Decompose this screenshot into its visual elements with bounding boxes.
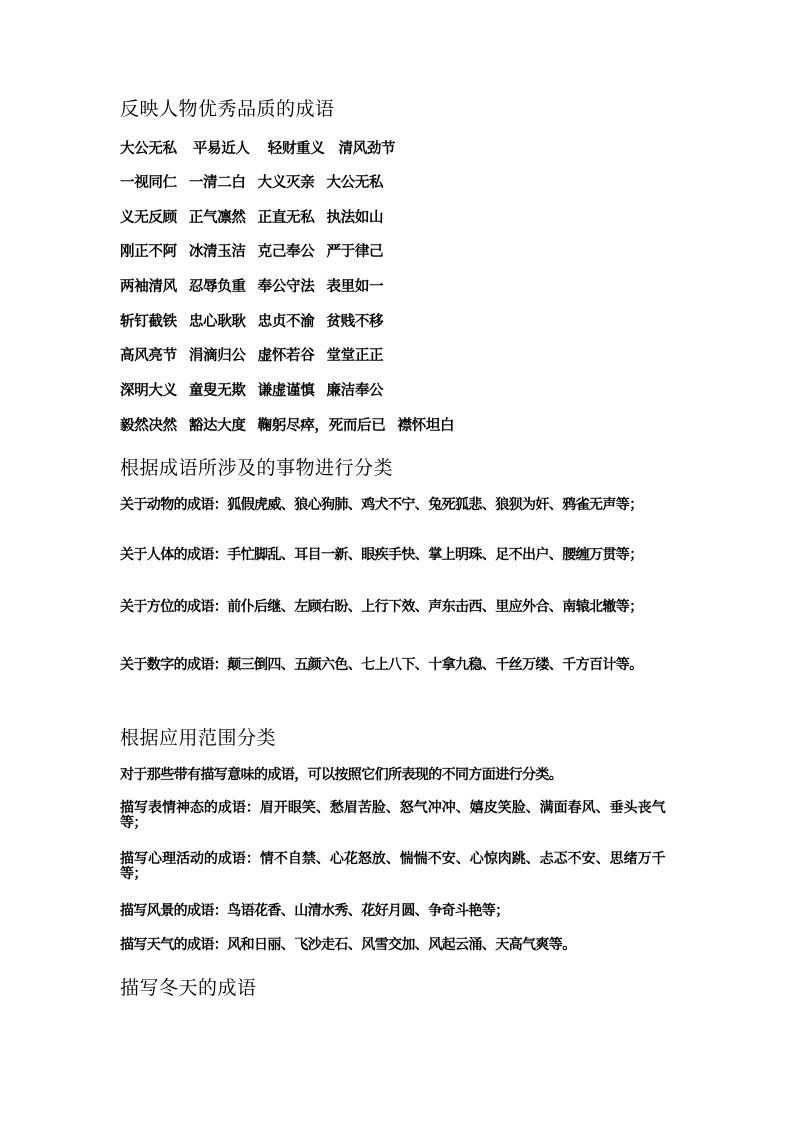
idiom-row	[120, 174, 395, 192]
idiom: 清风劲节	[338, 141, 396, 157]
idiom: 义无反顾	[120, 210, 177, 226]
idiom-row	[120, 313, 395, 331]
idiom: 廉洁奉公	[326, 383, 384, 399]
idiom: 一清二白	[188, 175, 246, 191]
idiom-row	[120, 140, 407, 158]
idiom: 谦虚谨慎	[257, 383, 315, 399]
section-heading-virtues: 反映人物优秀品质的成语	[120, 98, 335, 120]
idiom: 高风亮节	[120, 348, 177, 364]
paragraph-psychology: 描写心理活动的成语：情不自禁、心花怒放、惴惴不安、心惊肉跳、忐忑不安、思绪万千等；	[120, 851, 665, 882]
paragraph-weather: 描写天气的成语：风和日丽、飞沙走石、风雪交加、风起云涌、天高气爽等。	[120, 937, 576, 953]
idiom: 大公无私	[326, 175, 384, 191]
section-heading-by-subject: 根据成语所涉及的事物进行分类	[120, 457, 394, 479]
idiom: 奉公守法	[257, 279, 315, 295]
idiom: 童叟无欺	[188, 383, 246, 399]
idiom: 忠心耿耿	[188, 314, 246, 330]
idiom: 轻财重义	[267, 141, 325, 157]
idiom-row	[120, 382, 395, 400]
idiom: 两袖清风	[120, 279, 177, 295]
idiom: 鞠躬尽瘁，死而后已	[257, 418, 386, 434]
idiom: 大公无私	[120, 141, 177, 157]
idiom: 冰清玉洁	[188, 244, 246, 260]
section-heading-winter: 描写冬天的成语	[120, 977, 257, 999]
idiom: 斩钉截铁	[120, 314, 177, 330]
paragraph-intro: 对于那些带有描写意味的成语，可以按照它们所表现的不同方面进行分类。	[120, 767, 563, 783]
idiom: 严于律己	[326, 244, 384, 260]
idiom: 豁达大度	[188, 418, 246, 434]
idiom-row	[120, 417, 466, 435]
idiom: 表里如一	[326, 279, 384, 295]
idiom: 忍辱负重	[188, 279, 246, 295]
idiom: 刚正不阿	[120, 244, 177, 260]
paragraph-body: 关于人体的成语：手忙脚乱、耳目一新、眼疾手快、掌上明珠、足不出户、腰缠万贯等；	[120, 547, 643, 563]
idiom: 毅然决然	[120, 418, 177, 434]
idiom: 深明大义	[120, 383, 177, 399]
idiom: 执法如山	[326, 210, 384, 226]
idiom: 正气凛然	[188, 210, 246, 226]
idiom: 贫贱不移	[326, 314, 384, 330]
idiom-row	[120, 278, 395, 296]
idiom: 襟怀坦白	[397, 418, 455, 434]
idiom: 虚怀若谷	[257, 348, 315, 364]
idiom: 堂堂正正	[326, 348, 384, 364]
paragraph-numbers: 关于数字的成语：颠三倒四、五颜六色、七上八下、十拿九稳、千丝万缕、千方百计等。	[120, 657, 643, 673]
idiom: 大义灭亲	[257, 175, 315, 191]
idiom: 一视同仁	[120, 175, 177, 191]
paragraph-direction: 关于方位的成语：前仆后继、左顾右盼、上行下效、声东击西、里应外合、南辕北辙等；	[120, 599, 643, 615]
paragraph-scenery: 描写风景的成语：鸟语花香、山清水秀、花好月圆、争奇斗艳等；	[120, 903, 509, 919]
paragraph-animals: 关于动物的成语：狐假虎威、狼心狗肺、鸡犬不宁、兔死狐悲、狼狈为奸、鸦雀无声等；	[120, 497, 643, 513]
idiom: 克己奉公	[257, 244, 315, 260]
section-heading-by-usage: 根据应用范围分类	[120, 727, 277, 749]
idiom-row	[120, 243, 395, 261]
idiom-row	[120, 209, 395, 227]
idiom-row	[120, 347, 395, 365]
idiom: 平易近人	[192, 141, 250, 157]
idiom: 忠贞不渝	[257, 314, 315, 330]
idiom: 正直无私	[257, 210, 315, 226]
paragraph-expressions: 描写表情神态的成语：眉开眼笑、愁眉苦脸、怒气冲冲、嬉皮笑脸、满面春风、垂头丧气等；	[120, 800, 665, 831]
idiom: 涓滴归公	[188, 348, 246, 364]
